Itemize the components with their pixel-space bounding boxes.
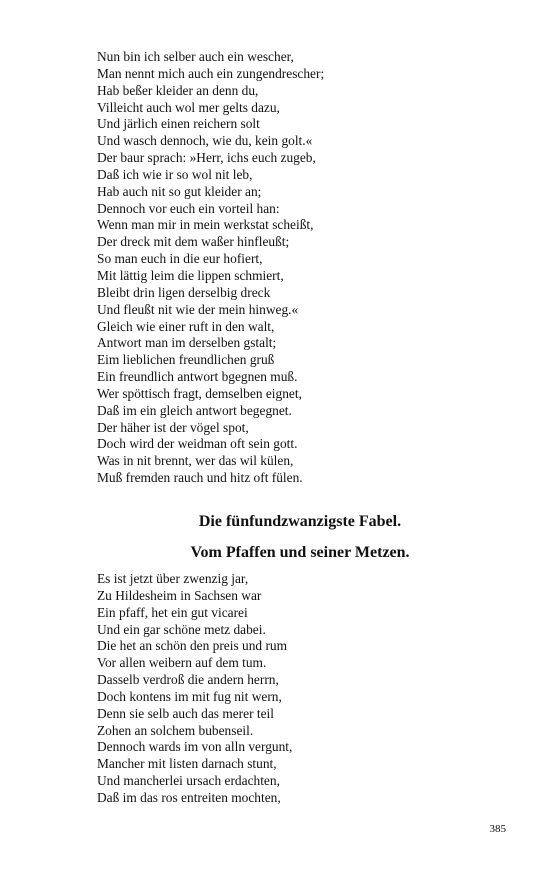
verse-line: Und fleußt nit wie der mein hinweg.«: [97, 301, 299, 317]
verse-line: Der dreck mit dem waßer hinfleußt;: [97, 234, 290, 250]
verse-line: Denn sie selb auch das merer teil: [97, 705, 274, 721]
verse-line: Gleich wie einer ruft in den walt,: [97, 318, 275, 334]
fable-title-heading: Vom Pfaffen und seiner Metzen.: [190, 544, 410, 561]
verse-line: Antwort man im derselben gstalt;: [97, 335, 277, 351]
verse-line: Wer spöttisch fragt, demselben eignet,: [97, 385, 302, 401]
verse-line: Eim lieblichen freundlichen gruß: [97, 352, 275, 368]
verse-line: Man nennt mich auch ein zungendrescher;: [97, 65, 325, 81]
verse-line: Der baur sprach: »Herr, ichs euch zugeb,: [97, 150, 316, 166]
verse-line: Doch kontens im mit fug nit wern,: [97, 688, 282, 704]
verse-line: Und ein gar schöne metz dabei.: [97, 621, 266, 637]
verse-line: Dennoch wards im von alln vergunt,: [97, 739, 293, 755]
poem-stanza-2: [97, 571, 497, 807]
verse-line: Dasselb verdroß die andern herrn,: [97, 672, 279, 688]
poem-stanza-1: [97, 49, 497, 487]
verse-line: Hab beßer kleider an denn du,: [97, 82, 259, 98]
verse-line: Und wasch dennoch, wie du, kein golt.«: [97, 133, 313, 149]
verse-line: Villeicht auch wol mer gelts dazu,: [97, 99, 280, 115]
verse-line: Die het an schön den preis und rum: [97, 638, 288, 654]
page-number: 385: [489, 823, 506, 835]
verse-line: Dennoch vor euch ein vorteil han:: [97, 200, 280, 216]
verse-line: Und järlich einen reichern solt: [97, 116, 260, 132]
verse-line: Ein pfaff, het ein gut vicarei: [97, 604, 248, 620]
verse-line: Der häher ist der vögel spot,: [97, 419, 249, 435]
verse-line: Nun bin ich selber auch ein wescher,: [97, 49, 294, 64]
verse-line: Ein freundlich antwort bgegnen muß.: [97, 369, 298, 385]
verse-line: Es ist jetzt über zwenzig jar,: [97, 571, 249, 586]
verse-line: Zu Hildesheim in Sachsen war: [97, 587, 262, 603]
verse-line: Daß ich wie ir so wol nit leb,: [97, 166, 253, 182]
verse-line: Was in nit brennt, wer das wil külen,: [97, 453, 294, 469]
verse-line: Zohen an solchem bubenseil.: [97, 722, 254, 738]
verse-line: Daß im ein gleich antwort begegnet.: [97, 402, 292, 418]
verse-line: Wenn man mir in mein werkstat scheißt,: [97, 217, 314, 233]
verse-line: Vor allen weibern auf dem tum.: [97, 655, 267, 671]
verse-line: Mancher mit listen darnach stunt,: [97, 756, 277, 772]
verse-line: Doch wird der weidman oft sein gott.: [97, 436, 298, 452]
verse-line: Hab auch nit so gut kleider an;: [97, 183, 262, 199]
verse-line: Bleibt drin ligen derselbig dreck: [97, 284, 271, 300]
verse-line: Mit lättig leim die lippen schmiert,: [97, 267, 284, 283]
verse-line: So man euch in die eur hofiert,: [97, 251, 263, 267]
verse-line: Muß fremden rauch und hitz oft fülen.: [97, 470, 303, 486]
verse-line: Und mancherlei ursach erdachten,: [97, 773, 280, 789]
verse-line: Daß im das ros entreiten mochten,: [97, 789, 281, 805]
fable-number-heading: Die fünfundzwanzigste Fabel.: [198, 513, 402, 530]
